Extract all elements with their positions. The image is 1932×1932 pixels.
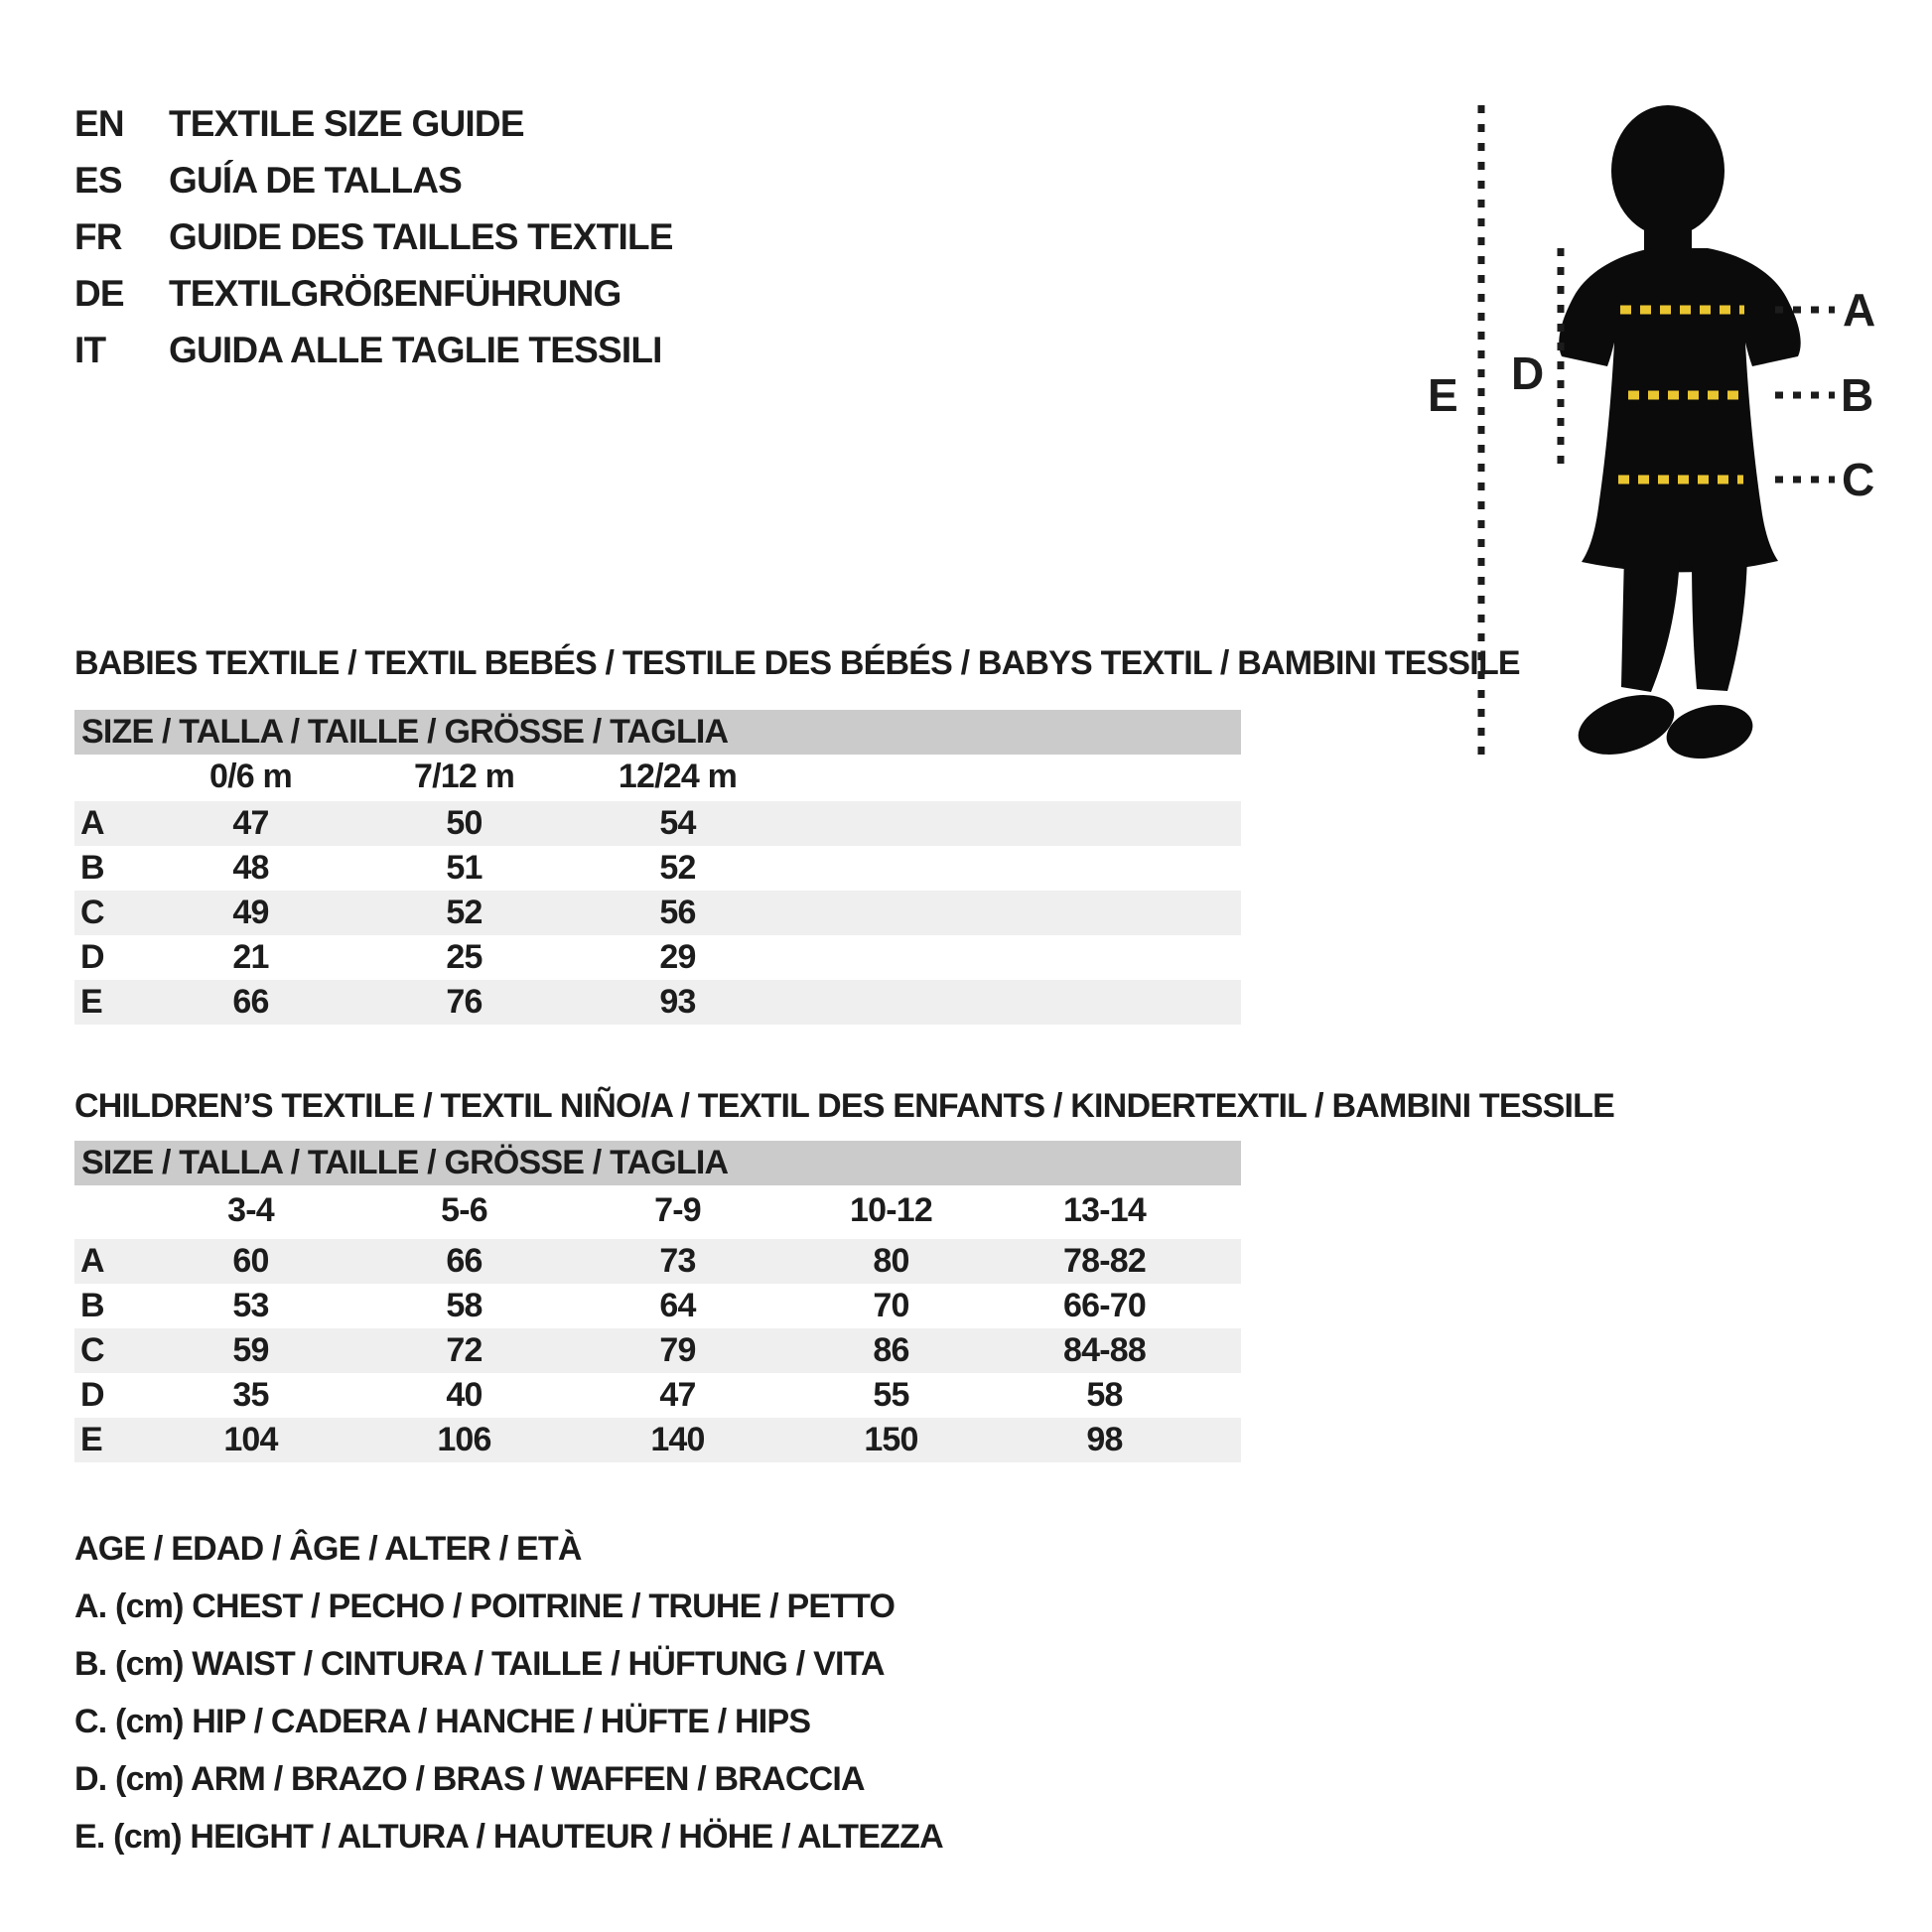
- table-cell: 21: [232, 938, 269, 976]
- table-cell: 50: [446, 804, 483, 842]
- table-cell: 76: [446, 983, 483, 1021]
- table-cell: 73: [659, 1242, 696, 1280]
- table-cell: 52: [659, 849, 696, 887]
- row-label: C: [80, 894, 104, 931]
- guide-title: TEXTILGRÖßENFÜHRUNG: [169, 273, 621, 314]
- legend-chest: A. (cm) CHEST / PECHO / POITRINE / TRUHE / PETTO: [74, 1587, 896, 1625]
- table-cell: 79: [659, 1331, 696, 1369]
- legend-arm: D. (cm) ARM / BRAZO / BRAS / WAFFEN / BRACCIA: [74, 1760, 865, 1798]
- legend-waist: B. (cm) WAIST / CINTURA / TAILLE / HÜFTUNG / VITA: [74, 1645, 885, 1683]
- size-header-label: SIZE / TALLA / TAILLE / GRÖSSE / TAGLIA: [81, 1144, 729, 1181]
- children-col-13-14: 13-14: [1063, 1191, 1146, 1229]
- row-label: A: [80, 1242, 104, 1280]
- table-cell: 58: [1086, 1376, 1123, 1414]
- table-cell: 140: [650, 1421, 705, 1458]
- figure-label-waist-B: B: [1841, 369, 1874, 421]
- guide-title: GUÍA DE TALLAS: [169, 160, 463, 201]
- child-silhouette-figure: [1390, 79, 1932, 794]
- table-cell: 66: [232, 983, 269, 1021]
- children-col-10-12: 10-12: [850, 1191, 932, 1229]
- children-row-B: [74, 1284, 1241, 1328]
- figure-label-height-E: E: [1428, 369, 1458, 421]
- children-col-5-6: 5-6: [441, 1191, 487, 1229]
- children-row-D: [74, 1373, 1241, 1418]
- table-cell: 84-88: [1063, 1331, 1146, 1369]
- row-label: D: [80, 938, 104, 976]
- babies-row-A: [74, 801, 1241, 846]
- legend-height: E. (cm) HEIGHT / ALTURA / HAUTEUR / HÖHE / ALTEZZA: [74, 1818, 943, 1856]
- legend-hip: C. (cm) HIP / CADERA / HANCHE / HÜFTE / HIPS: [74, 1703, 811, 1740]
- table-cell: 104: [223, 1421, 278, 1458]
- language-row-de: [74, 265, 673, 322]
- babies-section-heading: BABIES TEXTILE / TEXTIL BEBÉS / TESTILE DES BÉBÉS / BABYS TEXTIL / BAMBINI TESSILE: [74, 644, 1520, 682]
- babies-size-header-bar: [74, 710, 1241, 755]
- table-cell: 47: [659, 1376, 696, 1414]
- children-size-header-bar: [74, 1141, 1241, 1185]
- figure-label-hip-C: C: [1842, 454, 1875, 505]
- table-cell: 150: [864, 1421, 918, 1458]
- table-cell: 80: [873, 1242, 909, 1280]
- row-label: B: [80, 1287, 104, 1324]
- size-header-label: SIZE / TALLA / TAILLE / GRÖSSE / TAGLIA: [81, 713, 729, 751]
- guide-title: TEXTILE SIZE GUIDE: [169, 103, 524, 144]
- children-row-A: [74, 1239, 1241, 1284]
- table-cell: 64: [659, 1287, 696, 1324]
- babies-col-12-24m: 12/24 m: [618, 758, 738, 795]
- child-silhouette: [1559, 105, 1800, 766]
- language-row-es: [74, 152, 673, 208]
- language-row-fr: [74, 208, 673, 265]
- figure-label-arm-D: D: [1511, 347, 1545, 399]
- row-label: C: [80, 1331, 104, 1369]
- table-cell: 48: [232, 849, 269, 887]
- table-cell: 66: [446, 1242, 483, 1280]
- babies-row-B: [74, 846, 1241, 891]
- babies-col-7-12m: 7/12 m: [413, 758, 515, 795]
- table-cell: 98: [1086, 1421, 1123, 1458]
- table-cell: 49: [232, 894, 269, 931]
- children-col-7-9: 7-9: [654, 1191, 701, 1229]
- table-cell: 58: [446, 1287, 483, 1324]
- children-row-E: [74, 1418, 1241, 1462]
- table-cell: 52: [446, 894, 483, 931]
- table-cell: 35: [232, 1376, 269, 1414]
- language-code: DE: [74, 273, 124, 314]
- language-title-block: [74, 95, 673, 378]
- children-row-C: [74, 1328, 1241, 1373]
- table-cell: 53: [232, 1287, 269, 1324]
- table-cell: 93: [659, 983, 696, 1021]
- table-cell: 59: [232, 1331, 269, 1369]
- language-row-it: [74, 322, 673, 378]
- table-cell: 72: [446, 1331, 483, 1369]
- table-cell: 70: [873, 1287, 909, 1324]
- row-label: E: [80, 983, 102, 1021]
- language-code: IT: [74, 330, 106, 370]
- table-cell: 56: [659, 894, 696, 931]
- language-row-en: [74, 95, 673, 152]
- babies-col-0-6m: 0/6 m: [209, 758, 292, 795]
- table-cell: 60: [232, 1242, 269, 1280]
- table-cell: 25: [446, 938, 483, 976]
- table-cell: 66-70: [1063, 1287, 1146, 1324]
- legend-age: AGE / EDAD / ÂGE / ALTER / ETÀ: [74, 1530, 582, 1568]
- table-cell: 55: [873, 1376, 909, 1414]
- children-section-heading: CHILDREN’S TEXTILE / TEXTIL NIÑO/A / TEXTIL DES ENFANTS / KINDERTEXTIL / BAMBINI TESSILE: [74, 1087, 1615, 1125]
- table-cell: 51: [446, 849, 483, 887]
- babies-row-E: [74, 980, 1241, 1025]
- babies-column-headers: [74, 755, 1241, 799]
- table-cell: 78-82: [1063, 1242, 1146, 1280]
- figure-label-chest-A: A: [1843, 284, 1876, 336]
- table-cell: 86: [873, 1331, 909, 1369]
- guide-title: GUIDE DES TAILLES TEXTILE: [169, 216, 673, 257]
- row-label: B: [80, 849, 104, 887]
- language-code: EN: [74, 103, 124, 144]
- table-cell: 106: [437, 1421, 491, 1458]
- language-code: FR: [74, 216, 122, 257]
- guide-title: GUIDA ALLE TAGLIE TESSILI: [169, 330, 662, 370]
- row-label: A: [80, 804, 104, 842]
- babies-row-C: [74, 891, 1241, 935]
- row-label: D: [80, 1376, 104, 1414]
- table-cell: 54: [659, 804, 696, 842]
- babies-row-D: [74, 935, 1241, 980]
- table-cell: 47: [232, 804, 269, 842]
- table-cell: 29: [659, 938, 696, 976]
- children-column-headers: [74, 1188, 1241, 1233]
- children-col-3-4: 3-4: [227, 1191, 274, 1229]
- language-code: ES: [74, 160, 122, 201]
- row-label: E: [80, 1421, 102, 1458]
- table-cell: 40: [446, 1376, 483, 1414]
